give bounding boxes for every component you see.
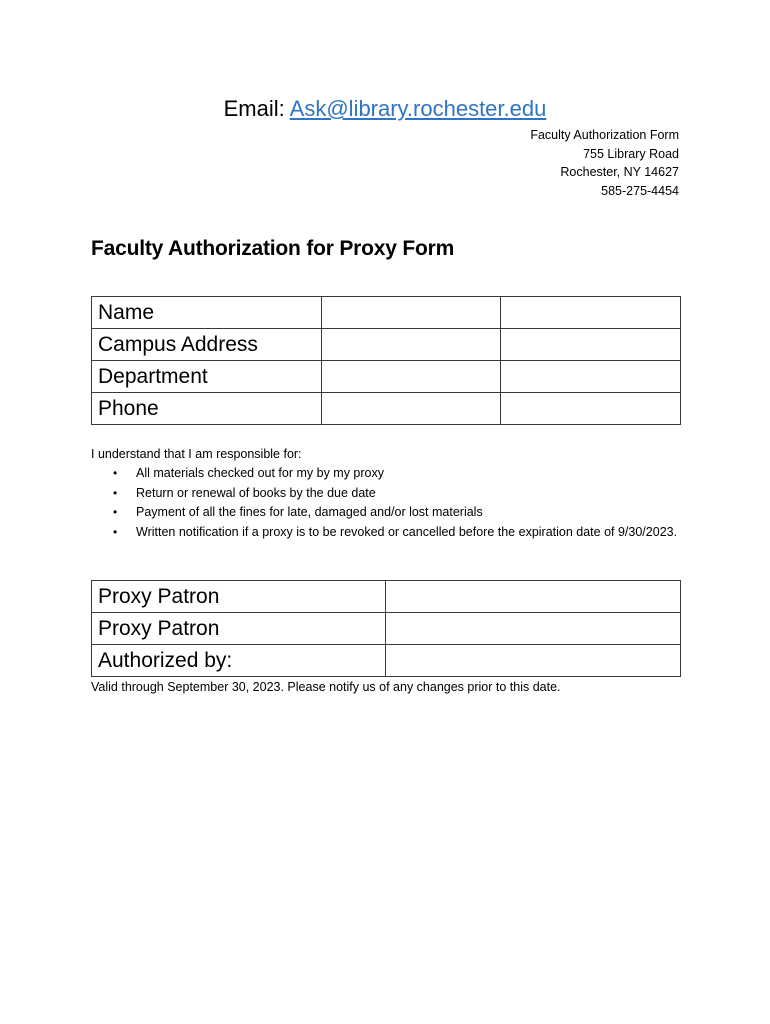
table-row: [92, 297, 681, 329]
email-line: [0, 94, 770, 124]
department-label: Department: [92, 361, 322, 393]
bullet-icon: •: [113, 505, 118, 519]
name-field[interactable]: [322, 297, 501, 329]
list-item: [91, 503, 691, 523]
phone-label: Phone: [92, 393, 322, 425]
address-block: [530, 126, 679, 201]
table-row: [92, 645, 681, 677]
table-row: [92, 581, 681, 613]
authorized-by-label: Authorized by:: [92, 645, 386, 677]
responsibilities-list: [91, 464, 691, 542]
bullet-icon: •: [113, 485, 118, 500]
address-street: 755 Library Road: [583, 146, 679, 161]
table-row: [92, 393, 681, 425]
form-title: Faculty Authorization for Proxy Form: [91, 237, 455, 260]
campus-address-label: Campus Address: [92, 329, 322, 361]
phone-field[interactable]: [322, 393, 501, 425]
proxy-patron-field-2[interactable]: [386, 613, 681, 645]
list-item-text: All materials checked out for my by my proxy: [136, 466, 384, 480]
bullet-icon: •: [113, 524, 118, 539]
proxy-patron-label-2: Proxy Patron: [92, 613, 386, 645]
list-item: [91, 523, 691, 543]
proxy-patron-field[interactable]: [386, 581, 681, 613]
proxy-table: [91, 580, 681, 677]
list-item-text: Return or renewal of books by the due date: [136, 485, 376, 500]
email-label: Email:: [223, 96, 290, 121]
campus-address-field[interactable]: [322, 329, 501, 361]
responsibilities-intro: I understand that I am responsible for:: [91, 447, 302, 461]
phone-field-2[interactable]: [501, 393, 681, 425]
department-field[interactable]: [322, 361, 501, 393]
department-field-2[interactable]: [501, 361, 681, 393]
list-item-text: Written notification if a proxy is to be revoked or cancelled before the expiration date of 9/30/2023.: [136, 524, 678, 539]
authorized-by-field[interactable]: [386, 645, 681, 677]
address-phone: 585-275-4454: [601, 184, 679, 199]
list-item-text: Payment of all the fines for late, damaged and/or lost materials: [136, 505, 483, 519]
faculty-info-table: [91, 296, 681, 425]
campus-address-field-2[interactable]: [501, 329, 681, 361]
table-row: [92, 361, 681, 393]
address-form-name: Faculty Authorization Form: [530, 128, 679, 142]
table-row: [92, 613, 681, 645]
address-city: Rochester, NY 14627: [560, 165, 679, 180]
name-label: Name: [92, 297, 322, 329]
table-row: [92, 329, 681, 361]
list-item: [91, 484, 691, 504]
list-item: [91, 464, 691, 484]
name-field-2[interactable]: [501, 297, 681, 329]
validity-note: Valid through September 30, 2023. Please notify us of any changes prior to this date.: [91, 680, 561, 694]
proxy-patron-label: Proxy Patron: [92, 581, 386, 613]
email-link[interactable]: Ask@library.rochester.edu: [289, 96, 547, 121]
bullet-icon: •: [113, 466, 118, 480]
